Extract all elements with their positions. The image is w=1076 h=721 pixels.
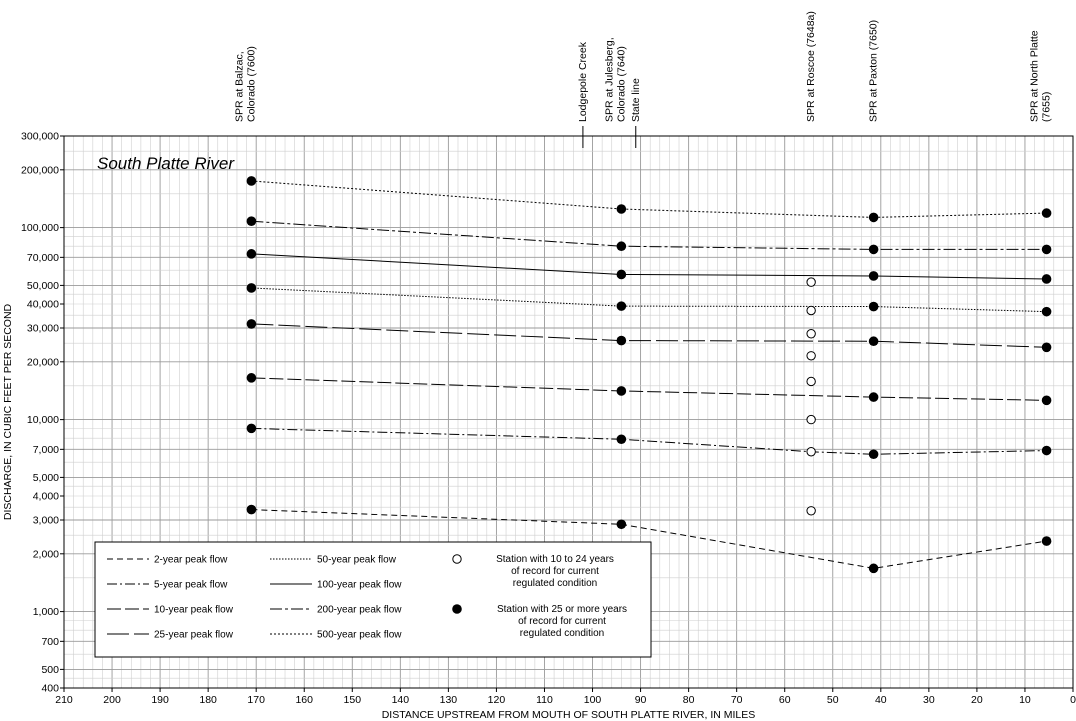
filled-point xyxy=(869,213,879,223)
legend-filled-circle-label: Station with 25 or more years xyxy=(496,604,628,615)
station-label: SPR at North Platte xyxy=(1028,30,1041,122)
x-tick-label: 110 xyxy=(536,694,553,706)
x-axis-label: DISTANCE UPSTREAM FROM MOUTH OF SOUTH PLATTE RIVER, IN MILES xyxy=(381,709,756,721)
y-tick-label: 4,000 xyxy=(32,490,59,503)
x-tick-label: 60 xyxy=(778,694,791,706)
x-tick-label: 120 xyxy=(487,694,506,706)
legend-label: 200-year peak flow xyxy=(317,604,402,616)
y-tick-label: 70,000 xyxy=(26,251,59,264)
station-label: (7655) xyxy=(1040,91,1053,122)
legend-label: 25-year peak flow xyxy=(154,629,233,641)
x-tick-label: 160 xyxy=(295,694,314,706)
filled-point xyxy=(1042,208,1052,218)
filled-point xyxy=(617,519,627,529)
y-tick-label: 40,000 xyxy=(26,298,59,311)
x-tick-label: 100 xyxy=(583,694,602,706)
station-label: SPR at Balzac, xyxy=(233,51,246,122)
legend-filled-circle-label: of record for current xyxy=(518,616,606,627)
x-tick-label: 150 xyxy=(343,694,362,706)
open-point xyxy=(807,330,815,338)
x-tick-label: 10 xyxy=(1019,694,1031,706)
y-tick-label: 200,000 xyxy=(21,164,59,177)
y-tick-label: 5,000 xyxy=(32,471,59,484)
series-line xyxy=(251,428,1046,454)
filled-point xyxy=(617,386,627,396)
x-tick-label: 30 xyxy=(923,694,935,706)
filled-point xyxy=(247,505,257,515)
filled-point xyxy=(869,271,879,281)
open-point xyxy=(807,448,815,456)
series-line xyxy=(251,324,1046,347)
x-tick-label: 70 xyxy=(730,694,743,706)
x-tick-label: 200 xyxy=(103,694,121,706)
open-point xyxy=(807,306,815,314)
legend-filled-circle-label: regulated condition xyxy=(519,628,605,639)
y-tick-label: 3,000 xyxy=(32,514,59,527)
y-tick-label: 30,000 xyxy=(26,322,59,335)
filled-point xyxy=(617,204,627,214)
series-line xyxy=(251,181,1046,217)
y-tick-label: 2,000 xyxy=(32,548,59,561)
filled-point xyxy=(869,245,879,255)
x-tick-label: 130 xyxy=(439,694,458,706)
filled-point xyxy=(1042,396,1052,406)
filled-point xyxy=(1042,245,1052,255)
filled-point xyxy=(1042,274,1052,284)
legend-filled-circle xyxy=(452,604,462,614)
x-tick-label: 40 xyxy=(874,694,887,706)
legend-open-circle-label: Station with 10 to 24 years xyxy=(496,554,614,565)
filled-point xyxy=(247,319,257,329)
station-label: State line xyxy=(629,78,642,122)
y-tick-label: 300,000 xyxy=(21,130,59,143)
series-line xyxy=(251,288,1046,312)
legend xyxy=(95,542,651,657)
filled-point xyxy=(617,301,627,311)
y-tick-label: 400 xyxy=(41,682,59,695)
legend-label: 50-year peak flow xyxy=(317,554,396,566)
open-point xyxy=(807,352,815,360)
y-axis-label: DISCHARGE, IN CUBIC FEET PER SECOND xyxy=(2,303,14,521)
filled-point xyxy=(247,216,257,226)
legend-label: 100-year peak flow xyxy=(317,579,402,591)
station-label: Colorado (7600) xyxy=(245,46,258,122)
legend-open-circle-label: regulated condition xyxy=(512,578,598,589)
filled-point xyxy=(1042,307,1052,317)
y-tick-label: 1,000 xyxy=(32,606,59,619)
filled-point xyxy=(247,283,257,293)
x-tick-label: 20 xyxy=(971,694,983,706)
legend-label: 10-year peak flow xyxy=(154,604,233,616)
station-label: Lodgepole Creek xyxy=(576,42,589,122)
station-label: SPR at Roscoe (7648a) xyxy=(805,11,818,122)
filled-point xyxy=(247,373,257,383)
y-tick-label: 50,000 xyxy=(26,279,59,292)
filled-point xyxy=(869,449,879,459)
filled-point xyxy=(869,336,879,346)
x-tick-label: 190 xyxy=(151,694,169,706)
y-tick-label: 20,000 xyxy=(26,356,59,369)
x-tick-label: 90 xyxy=(634,694,647,706)
filled-point xyxy=(247,249,257,259)
station-label: SPR at Paxton (7650) xyxy=(867,19,880,122)
filled-point xyxy=(617,434,627,444)
open-point xyxy=(807,415,815,423)
filled-point xyxy=(247,176,257,186)
filled-point xyxy=(1042,536,1052,546)
station-label: Colorado (7640) xyxy=(615,46,628,122)
x-tick-label: 50 xyxy=(826,694,839,706)
station-label: SPR at Julesberg, xyxy=(603,37,616,122)
filled-point xyxy=(617,270,627,280)
legend-open-circle xyxy=(453,555,461,563)
y-tick-label: 7,000 xyxy=(32,443,59,456)
series-lines xyxy=(251,181,1046,568)
x-tick-label: 180 xyxy=(199,694,217,706)
series-line xyxy=(251,378,1046,400)
y-tick-label: 100,000 xyxy=(21,222,59,235)
x-tick-label: 170 xyxy=(247,694,265,706)
filled-point xyxy=(869,302,879,312)
y-tick-label: 700 xyxy=(41,635,59,648)
x-tick-label: 80 xyxy=(682,694,695,706)
open-point xyxy=(807,278,815,286)
legend-label: 500-year peak flow xyxy=(317,629,402,641)
x-tick-label: 140 xyxy=(391,694,410,706)
x-tick-label: 210 xyxy=(55,694,73,706)
y-tick-label: 10,000 xyxy=(26,414,59,427)
filled-point xyxy=(869,564,879,574)
series-line xyxy=(251,221,1046,249)
filled-point xyxy=(617,241,627,251)
open-point xyxy=(807,507,815,515)
filled-point xyxy=(869,392,879,402)
data-points xyxy=(247,176,1052,573)
filled-point xyxy=(247,424,257,434)
chart-title: South Platte River xyxy=(97,154,235,173)
open-point xyxy=(807,377,815,385)
legend-label: 5-year peak flow xyxy=(154,579,228,591)
filled-point xyxy=(617,336,627,346)
legend-label: 2-year peak flow xyxy=(154,554,228,566)
filled-point xyxy=(1042,343,1052,353)
filled-point xyxy=(1042,446,1052,456)
x-tick-label: 0 xyxy=(1070,694,1076,706)
station-labels xyxy=(233,11,1052,148)
legend-open-circle-label: of record for current xyxy=(511,566,599,577)
y-tick-label: 500 xyxy=(41,663,59,676)
